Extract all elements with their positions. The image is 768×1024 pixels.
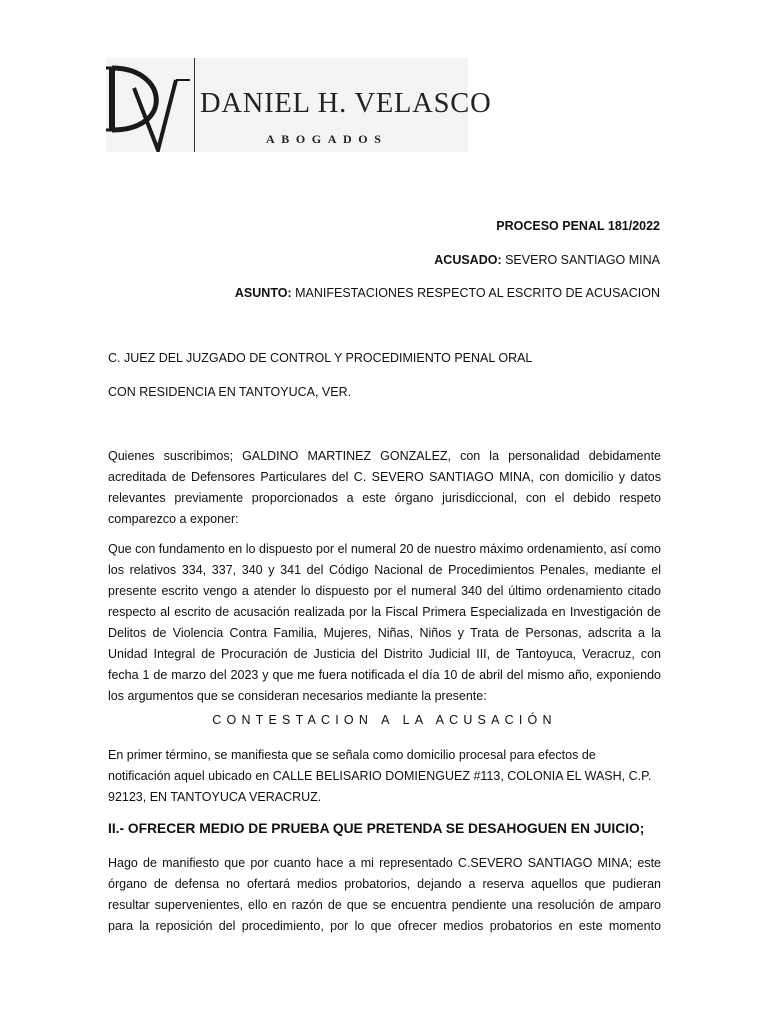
addressee-line-1: C. JUEZ DEL JUZGADO DE CONTROL Y PROCEDIMIENTO PENAL ORAL — [108, 351, 533, 365]
dv-monogram-icon — [106, 60, 192, 152]
section-heading-contestacion: CONTESTACION A LA ACUSACIÓN — [212, 713, 557, 727]
firm-subtitle: ABOGADOS — [266, 132, 388, 146]
asunto-label: ASUNTO: — [234, 286, 292, 300]
letterhead-logo — [106, 58, 492, 152]
proceso-line: PROCESO PENAL 181/2022 — [496, 219, 660, 233]
paragraph-domicilio: En primer término, se manifiesta que se señala como domicilio procesal para efectos de notificación aquel ubicado en CALLE BELISARIO DOMIENGUEZ #113, COLONIA EL WASH, C.P. 92123, EN TANTOYUCA VERACRUZ. — [108, 748, 652, 804]
paragraph-fundamento: Que con fundamento en lo dispuesto por el numeral 20 de nuestro máximo ordenamiento, así como los relativos 334, 337, 340 y 341 del Código Nacional de Procedimientos Penales, mediante el presente escrito vengo a atender lo dispuesto por el numeral 340 del último ordenamiento citado respecto al escrito de acusación realizada por la Fiscal Primera Especializada en Investigación de Delitos de Violencia Contra Familia, Mujeres, Niñas, Niños y Trata de Personas, adscrita a la Unidad Integral de Procuración de Justicia del Distrito Judicial III, de Tantoyuca, Veracruz, con fecha 1 de marzo del 2023 y que me fuera notificada el día 10 de abril del mismo año, exponiendo los argumentos que se consideran necesarios mediante la presente: — [108, 542, 661, 703]
acusado-value: SEVERO SANTIAGO MINA — [501, 253, 660, 267]
asunto-value: MANIFESTACIONES RESPECTO AL ESCRITO DE ACUSACION — [291, 286, 660, 300]
section-heading-prueba: II.- OFRECER MEDIO DE PRUEBA QUE PRETENDA SE DESAHOGUEN EN JUICIO; — [108, 821, 645, 836]
asunto-line — [235, 286, 660, 300]
paragraph-intro: Quienes suscribimos; GALDINO MARTINEZ GONZALEZ, con la personalidad debidamente acreditada de Defensores Particulares del C. SEVERO SANTIAGO MINA, con domicilio y datos relevantes previamente proporcionados a este órgano jurisdiccional, con el debido respeto comparezco a exponer: — [108, 449, 661, 526]
firm-name: DANIEL H. VELASCO — [200, 88, 492, 119]
acusado-line — [434, 253, 660, 267]
acusado-label: ACUSADO: — [434, 253, 502, 267]
paragraph-prueba: Hago de manifiesto que por cuanto hace a mi representado C.SEVERO SANTIAGO MINA; este órgano de defensa no ofertará medios probatorios, dejando a reserva aquellos que pudieran resultar supervenientes, ello en razón de que se encuentra pendiente una resolución de amparo para la reposición del procedimiento, por lo que ofrecer medios probatorios en este momento — [108, 856, 661, 933]
logo-divider — [194, 58, 195, 152]
addressee-line-2: CON RESIDENCIA EN TANTOYUCA, VER. — [108, 385, 352, 399]
